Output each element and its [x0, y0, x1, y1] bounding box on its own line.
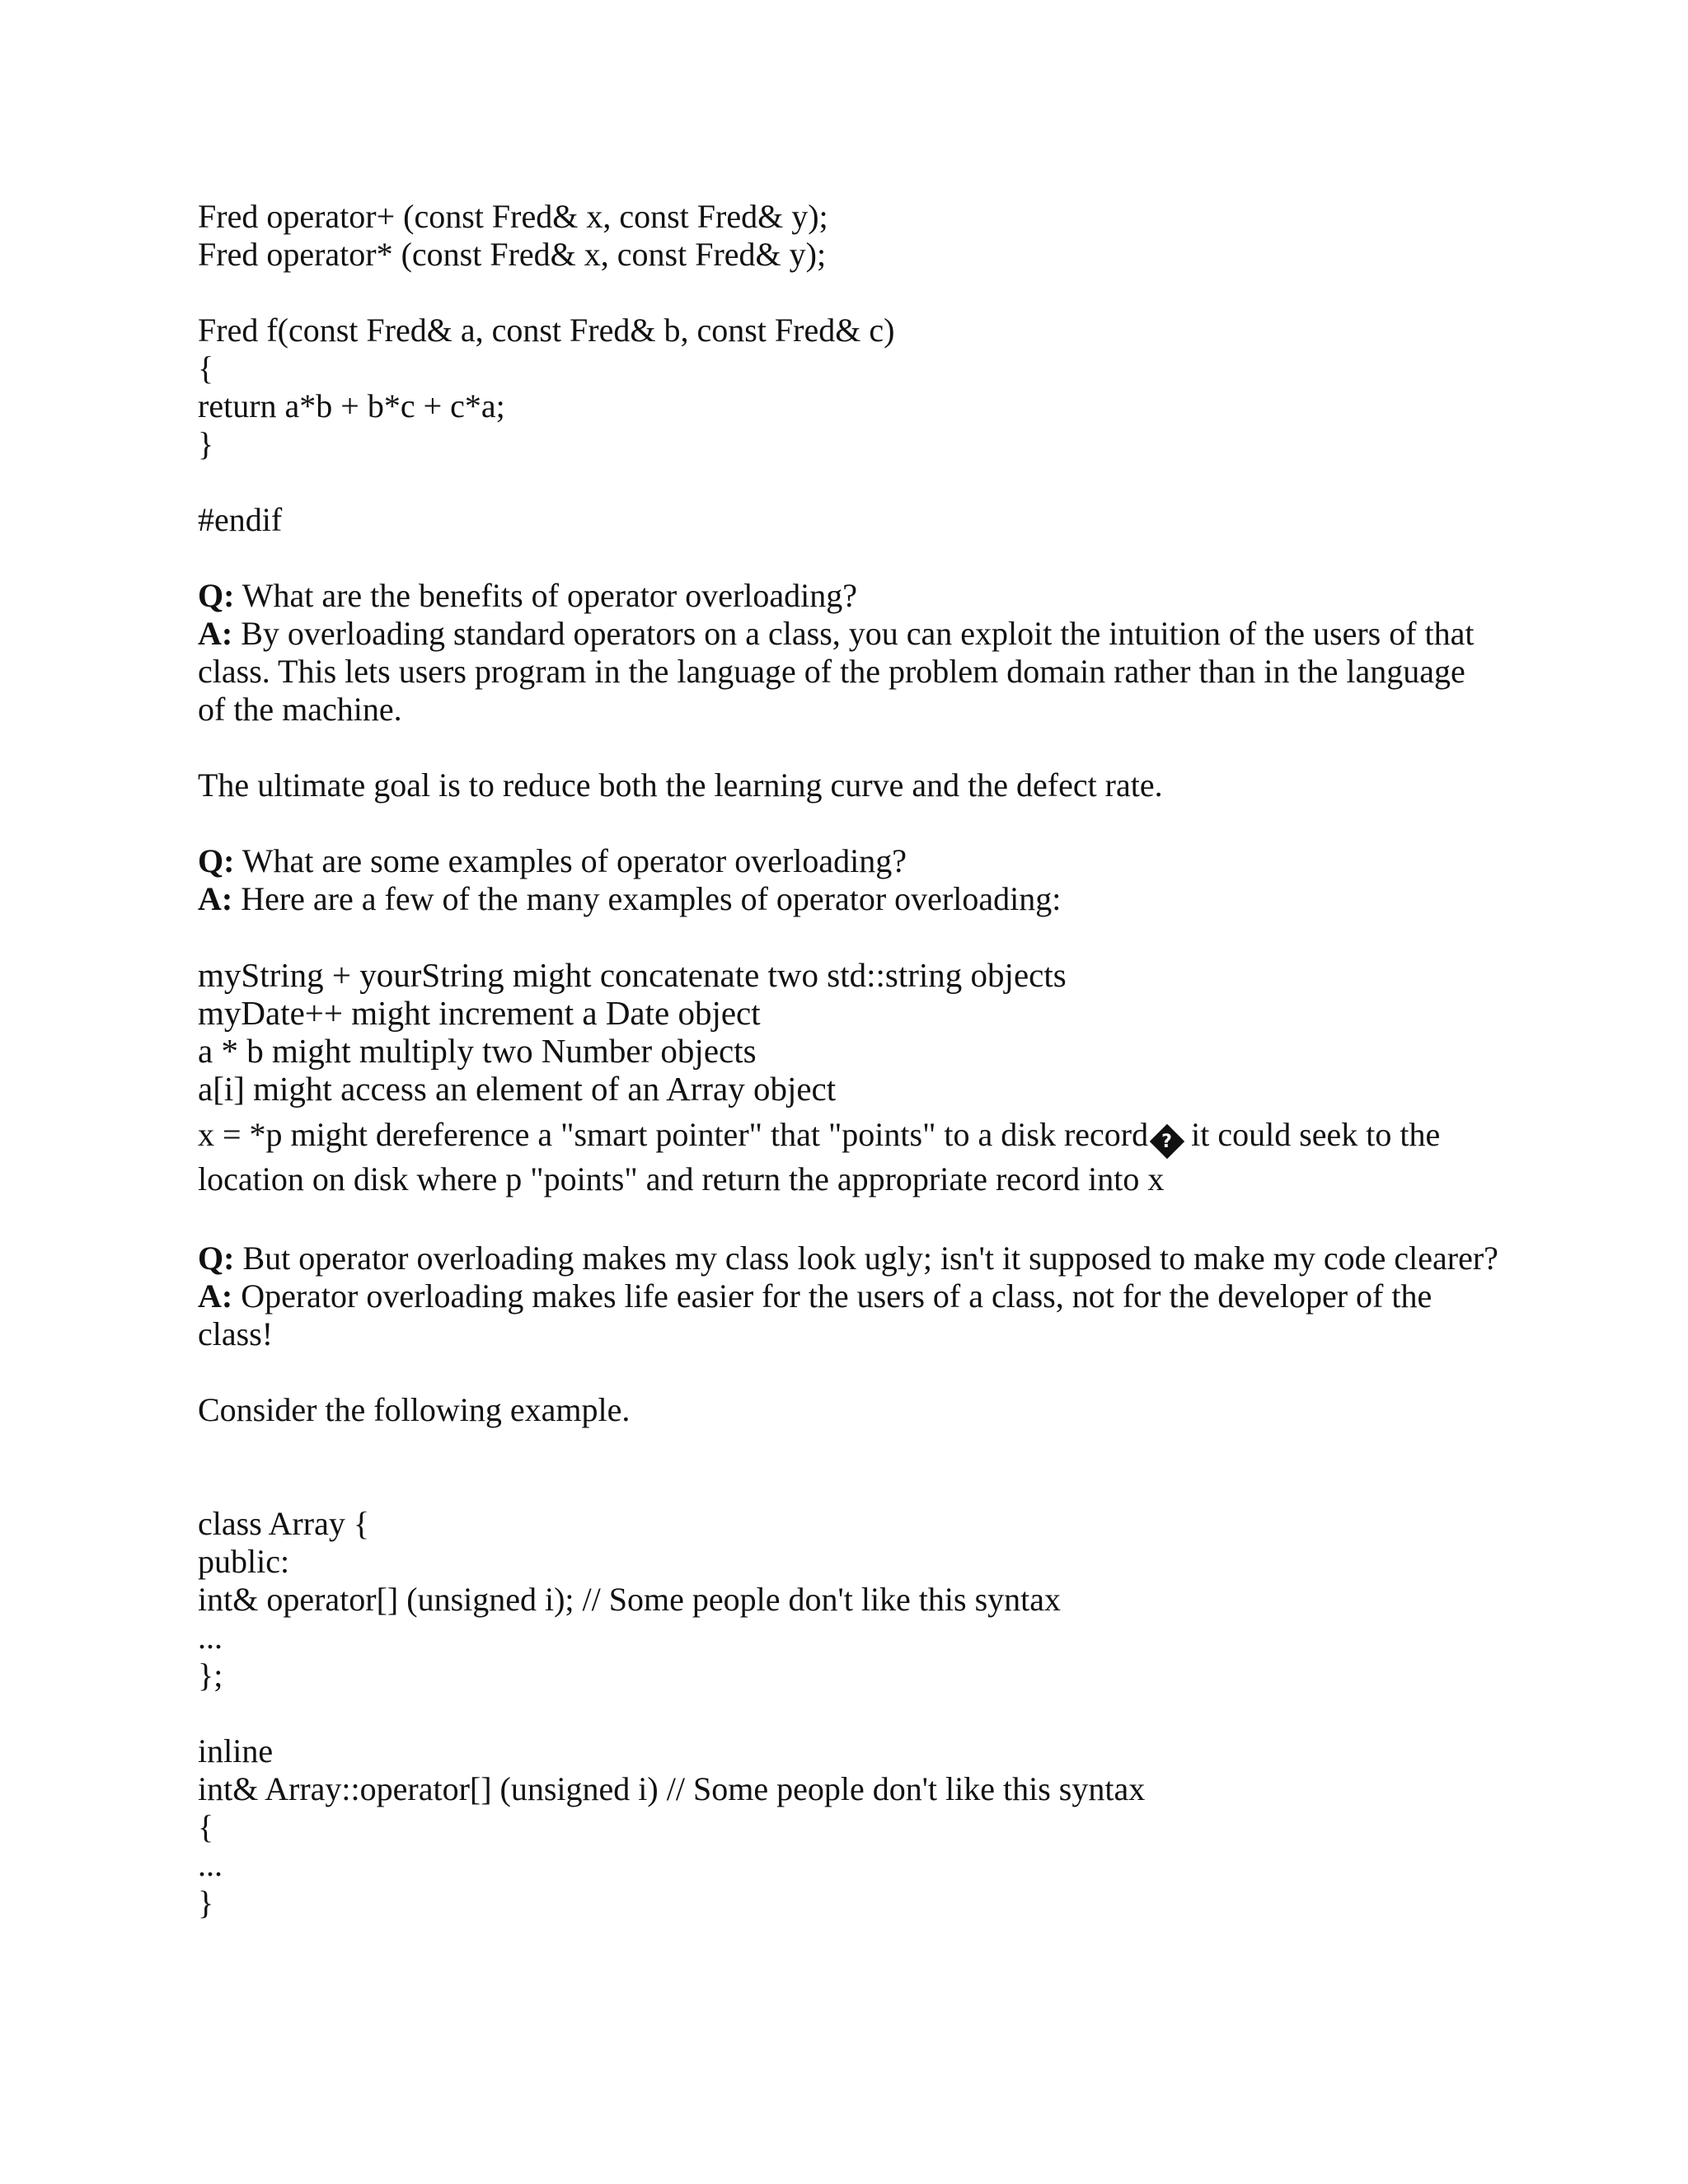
answer [198, 615, 1500, 729]
example-text: x = *p might dereference a "smart pointer" that "points" to a disk record [198, 1116, 1149, 1153]
code-line: #endif [198, 501, 283, 538]
question-text: What are the benefits of operator overloading? [234, 577, 858, 614]
spacer [198, 1429, 1500, 1467]
spacer [198, 804, 1500, 842]
question-text: What are some examples of operator overloading? [234, 842, 907, 879]
replacement-character-icon: ? [1150, 1124, 1184, 1159]
example-line [198, 1113, 1500, 1202]
code-line: public: [198, 1543, 290, 1580]
code-line: ... [198, 1846, 223, 1883]
example-text: it could seek to the location on disk where p "points" and return the appropriate record into x [198, 1116, 1441, 1197]
code-line: int& operator[] (unsigned i); // Some people don't like this syntax [198, 1581, 1062, 1618]
answer [198, 880, 1500, 918]
answer-label: A: [198, 880, 233, 917]
question-label: Q: [198, 1240, 235, 1277]
spacer [198, 274, 1500, 312]
code-line: class Array { [198, 1505, 370, 1542]
spacer [198, 1694, 1500, 1732]
code-line: { [198, 1808, 214, 1845]
code-line: return a*b + b*c + c*a; [198, 387, 505, 424]
spacer [198, 463, 1500, 501]
paragraph: Consider the following example. [198, 1391, 631, 1428]
question [198, 1240, 1500, 1277]
paragraph: The ultimate goal is to reduce both the learning curve and the defect rate. [198, 766, 1163, 804]
spacer [198, 1353, 1500, 1391]
answer-text: Here are a few of the many examples of operator overloading: [232, 880, 1062, 917]
spacer [198, 539, 1500, 577]
code-line: } [198, 1884, 214, 1921]
spacer [198, 1202, 1500, 1240]
code-line: ... [198, 1619, 223, 1656]
spacer [198, 918, 1500, 956]
example-line: a[i] might access an element of an Array object [198, 1070, 837, 1108]
code-line: Fred f(const Fred& a, const Fred& b, const Fred& c) [198, 312, 895, 349]
code-line: inline [198, 1732, 274, 1769]
code-line: } [198, 425, 214, 462]
example-line: a * b might multiply two Number objects [198, 1032, 757, 1070]
question-label: Q: [198, 577, 235, 614]
spacer [198, 729, 1500, 766]
question [198, 842, 1500, 880]
qa-benefits [198, 577, 1500, 842]
answer [198, 1277, 1500, 1353]
code-block-fred [198, 198, 1500, 577]
example-line: myString + yourString might concatenate two std::string objects [198, 956, 1067, 994]
code-line: Fred operator* (const Fred& x, const Fred& y); [198, 236, 827, 273]
code-line: int& Array::operator[] (unsigned i) // Some people don't like this syntax [198, 1770, 1146, 1807]
answer-text: Operator overloading makes life easier for the users of a class, not for the developer of the class! [198, 1277, 1432, 1352]
code-line: Fred operator+ (const Fred& x, const Fred& y); [198, 198, 828, 235]
question-label: Q: [198, 842, 235, 879]
answer-text: By overloading standard operators on a class, you can exploit the intuition of the users of that class. This lets users program in the language of the problem domain rather than in the language of the machine. [198, 615, 1475, 728]
spacer [198, 1467, 1500, 1505]
code-line: { [198, 349, 214, 387]
qa-ugly [198, 1240, 1500, 1505]
question [198, 577, 1500, 615]
answer-label: A: [198, 615, 233, 652]
answer-label: A: [198, 1277, 233, 1315]
question-text: But operator overloading makes my class look ugly; isn't it supposed to make my code clearer? [234, 1240, 1498, 1277]
code-block-array [198, 1505, 1500, 1922]
example-line: myDate++ might increment a Date object [198, 994, 761, 1032]
qa-examples [198, 842, 1500, 1240]
document-page [198, 198, 1500, 1922]
code-line: }; [198, 1657, 223, 1694]
